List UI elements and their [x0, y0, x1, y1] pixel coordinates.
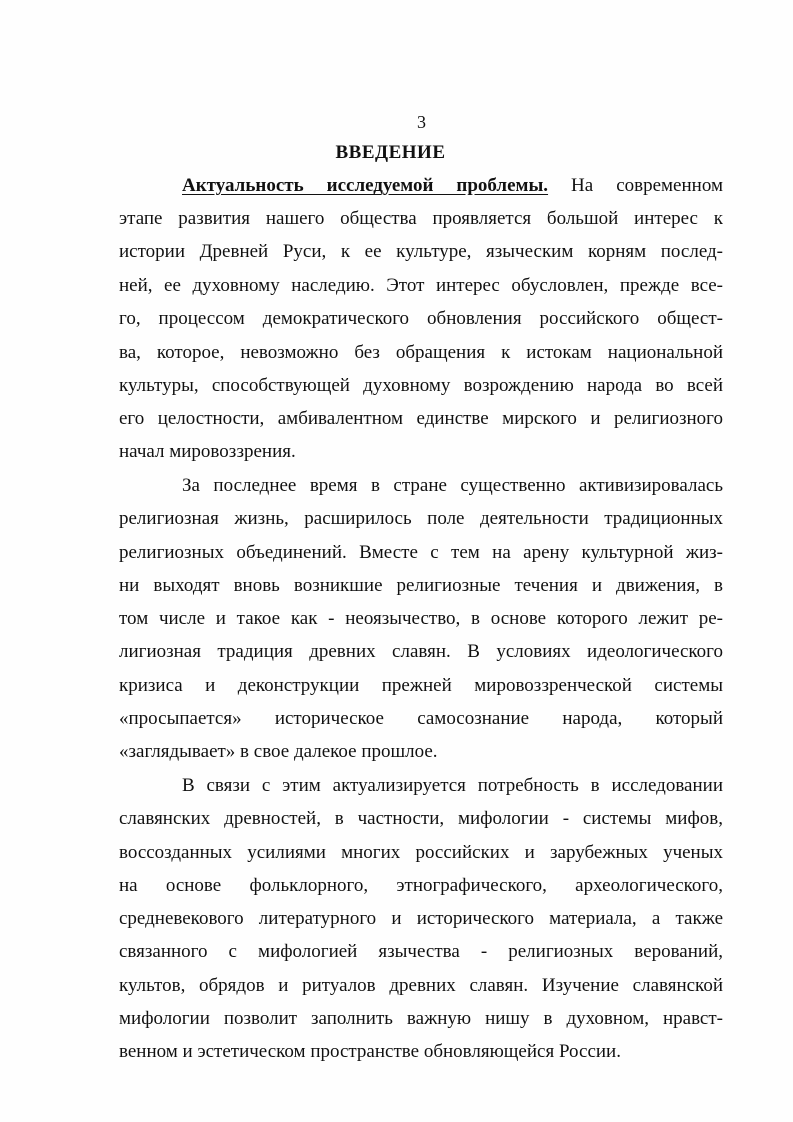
paragraph-1-line: истории Древней Руси, к ее культуре, языческим корням послед- — [119, 241, 723, 262]
paragraph-1-line: ней, ее духовному наследию. Этот интерес обусловлен, прежде все- — [119, 275, 723, 296]
paragraph-1-line: начал мировоззрения. — [119, 441, 296, 462]
paragraph-1-line: Актуальность исследуемой проблемы. На современном — [182, 175, 723, 196]
lead-phrase: Актуальность исследуемой проблемы. — [182, 175, 549, 196]
paragraph-3-line: средневекового литературного и исторического материала, а также — [119, 908, 723, 929]
paragraph-3-line: связанного с мифологией язычества - религиозных верований, — [119, 941, 723, 962]
paragraph-3-line: воссозданных усилиями многих российских и зарубежных ученых — [119, 842, 723, 863]
paragraph-2-line: За последнее время в стране существенно активизировалась — [182, 475, 723, 496]
paragraph-3-line: славянских древностей, в частности, мифологии - системы мифов, — [119, 808, 723, 829]
paragraph-2-line: религиозных объединений. Вместе с тем на арену культурной жиз- — [119, 542, 723, 563]
paragraph-2-line: ни выходят вновь возникшие религиозные течения и движения, в — [119, 575, 723, 596]
paragraph-1-line: культуры, способствующей духовному возрождению народа во всей — [119, 375, 723, 396]
paragraph-1-line: его целостности, амбивалентном единстве мирского и религиозного — [119, 408, 723, 429]
paragraph-2-line: лигиозная традиция древних славян. В условиях идеологического — [119, 641, 723, 662]
paragraph-2-line: том числе и такое как - неоязычество, в основе которого лежит ре- — [119, 608, 723, 629]
page-number: 3 — [417, 112, 426, 132]
paragraph-2-line: религиозная жизнь, расширилось поле деятельности традиционных — [119, 508, 723, 529]
paragraph-1-line: ва, которое, невозможно без обращения к истокам национальной — [119, 342, 723, 363]
paragraph-3-line: венном и эстетическом пространстве обновляющейся России. — [119, 1041, 621, 1062]
paragraph-2-line: кризиса и деконструкции прежней мировоззренческой системы — [119, 675, 723, 696]
paragraph-1-line: го, процессом демократического обновления российского общест- — [119, 308, 723, 329]
paragraph-1-line: этапе развития нашего общества проявляется большой интерес к — [119, 208, 723, 229]
paragraph-2-line: «заглядывает» в свое далекое прошлое. — [119, 741, 438, 762]
paragraph-3-line: В связи с этим актуализируется потребность в исследовании — [182, 775, 723, 796]
paragraph-3-line: на основе фольклорного, этнографического, археологического, — [119, 875, 723, 896]
section-heading: ВВЕДЕНИЕ — [335, 142, 446, 163]
paragraph-3-line: культов, обрядов и ритуалов древних славян. Изучение славянской — [119, 975, 723, 996]
paragraph-2-line: «просыпается» историческое самосознание народа, который — [119, 708, 723, 729]
paragraph-3-line: мифологии позволит заполнить важную нишу в духовном, нравст- — [119, 1008, 723, 1029]
